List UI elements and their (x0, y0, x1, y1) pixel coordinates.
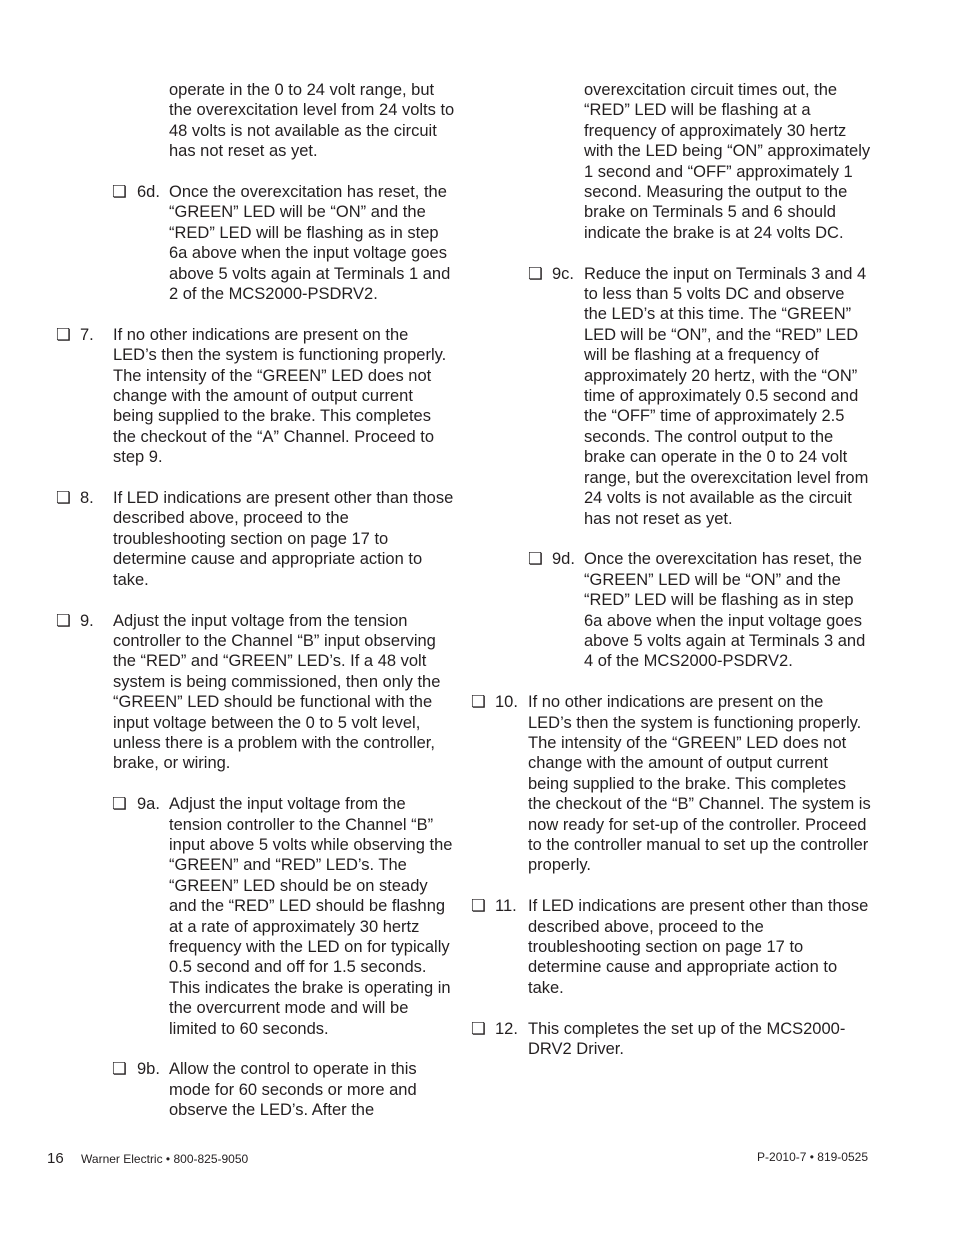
step-9 (56, 611, 456, 774)
step-number: 12. (495, 1019, 518, 1038)
step-text: If LED indications are present other than those described above, proceed to the troubleshooting section on page 17 to determine cause and appropriate action to take. (528, 897, 869, 997)
step-number: 6d. (137, 183, 160, 202)
checkbox-icon: ❏ (528, 264, 543, 283)
step-text: overexcitation circuit times out, the “RED” LED will be flashing at a frequency of approximately 30 hertz with the LED being “ON” approximately 1 second and “OFF” approximately 1 second. Measuring the output to the brake on Terminals 5 and 6 should indicate the brake is at 24 volts DC. (584, 81, 871, 242)
document-code: P-2010-7 • 819-0525 (757, 1150, 868, 1164)
checkbox-icon: ❏ (471, 693, 486, 712)
checkbox-icon: ❏ (471, 1019, 486, 1038)
step-text: If LED indications are present other than those described above, proceed to the troubleshooting section on page 17 to determine cause and appropriate action to take. (113, 489, 454, 589)
footer-left (47, 1150, 248, 1167)
checkbox-icon: ❏ (56, 611, 71, 630)
step-text: Reduce the input on Terminals 3 and 4 to less than 5 volts DC and observe the LED’s at this time. The “GREEN” LED will be “ON”, and the “RED” LED will be flashing at a frequency of approximately 20 hertz, with the “ON” time of approximately 0.5 second and the “OFF” time of approximately 2.5 seconds. The control output to the brake can operate in the 0 to 24 volt range, but the overexcitation level from 24 volts is not available as the circuit has not reset as yet. (584, 264, 869, 528)
checkbox-icon: ❏ (112, 795, 127, 814)
step-number: 7. (80, 325, 94, 344)
step-12 (471, 1019, 871, 1060)
step-11 (471, 896, 871, 998)
step-number: 9d. (552, 550, 575, 569)
step-text: Adjust the input voltage from the tension controller to the Channel “B” input observing the “RED” and “GREEN” LED’s. If a 48 volt system is being commissioned, then only the “GREEN” LED should be functional with the input voltage between the 0 to 5 volt level, unless there is a problem with the controller, brake, or wiring. (113, 611, 441, 773)
checkbox-icon: ❏ (471, 897, 486, 916)
step-number: 9c. (552, 264, 575, 283)
left-column (56, 80, 456, 1141)
step-9b (56, 1059, 456, 1120)
checkbox-icon: ❏ (56, 325, 71, 344)
right-column (471, 80, 871, 1080)
company-contact: Warner Electric • 800-825-9050 (81, 1152, 249, 1166)
step-text: Once the overexcitation has reset, the “GREEN” LED will be “ON” and the “RED” LED will be flashing as in step 6a above when the input voltage goes above 5 volts again at Terminals 3 and 4 of the MCS2000-PSDRV2. (584, 550, 866, 671)
step-number: 9a. (137, 795, 160, 814)
step-number: 8. (80, 489, 94, 508)
checkbox-icon: ❏ (112, 183, 127, 202)
step-number: 11. (495, 897, 517, 916)
step-9d (471, 549, 871, 671)
step-8 (56, 488, 456, 590)
footer-right (757, 1150, 868, 1164)
step-text: Once the overexcitation has reset, the “GREEN” LED will be “ON” and the “RED” LED will be flashing as in step 6a above when the input voltage goes above 5 volts again at Terminals 1 and 2 of the MCS2000-PSDRV2. (169, 183, 451, 304)
page-number: 16 (47, 1150, 64, 1167)
step-text: Adjust the input voltage from the tension controller to the Channel “B” input above 5 volts while observing the “GREEN” and “RED” LED’s. The “GREEN” LED should be on steady and the “RED” LED should be flashng at a rate of approximately 30 hertz frequency with the LED on for typically 0.5 second and off for 1.5 seconds. This indicates the brake is operating in the overcurrent mode and will be limited to 60 seconds. (169, 795, 453, 1038)
checkbox-icon: ❏ (528, 550, 543, 569)
checkbox-icon: ❏ (56, 489, 71, 508)
step-9a (56, 794, 456, 1039)
checkbox-icon: ❏ (112, 1060, 127, 1079)
step-number: 10. (495, 693, 518, 712)
step-6c-continuation (56, 80, 456, 162)
step-10 (471, 692, 871, 876)
step-number: 9. (80, 611, 94, 630)
step-number: 9b. (137, 1060, 160, 1079)
step-7 (56, 325, 456, 468)
step-text: If no other indications are present on the LED’s then the system is functioning properly. The intensity of the “GREEN” LED does not change with the amount of output current being supplied to the brake. This completes the checkout of the “A” Channel. Proceed to step 9. (113, 325, 447, 467)
step-text: Allow the control to operate in this mode for 60 seconds or more and observe the LED’s. After the (169, 1060, 417, 1120)
step-text: operate in the 0 to 24 volt range, but the overexcitation level from 24 volts to 48 volts is not available as the circuit has not reset as yet. (169, 81, 455, 161)
step-9c (471, 264, 871, 529)
step-text: This completes the set up of the MCS2000-DRV2 Driver. (528, 1019, 846, 1059)
step-text: If no other indications are present on the LED’s then the system is functioning properly. The intensity of the “GREEN” LED does not change with the amount of output current being supplied to the brake. This completes the checkout of the “B” Channel. The system is now ready for set-up of the controller. Proceed to the controller manual to set up the controller properly. (528, 693, 871, 875)
step-9b-continuation (471, 80, 871, 243)
step-6d (56, 182, 456, 304)
